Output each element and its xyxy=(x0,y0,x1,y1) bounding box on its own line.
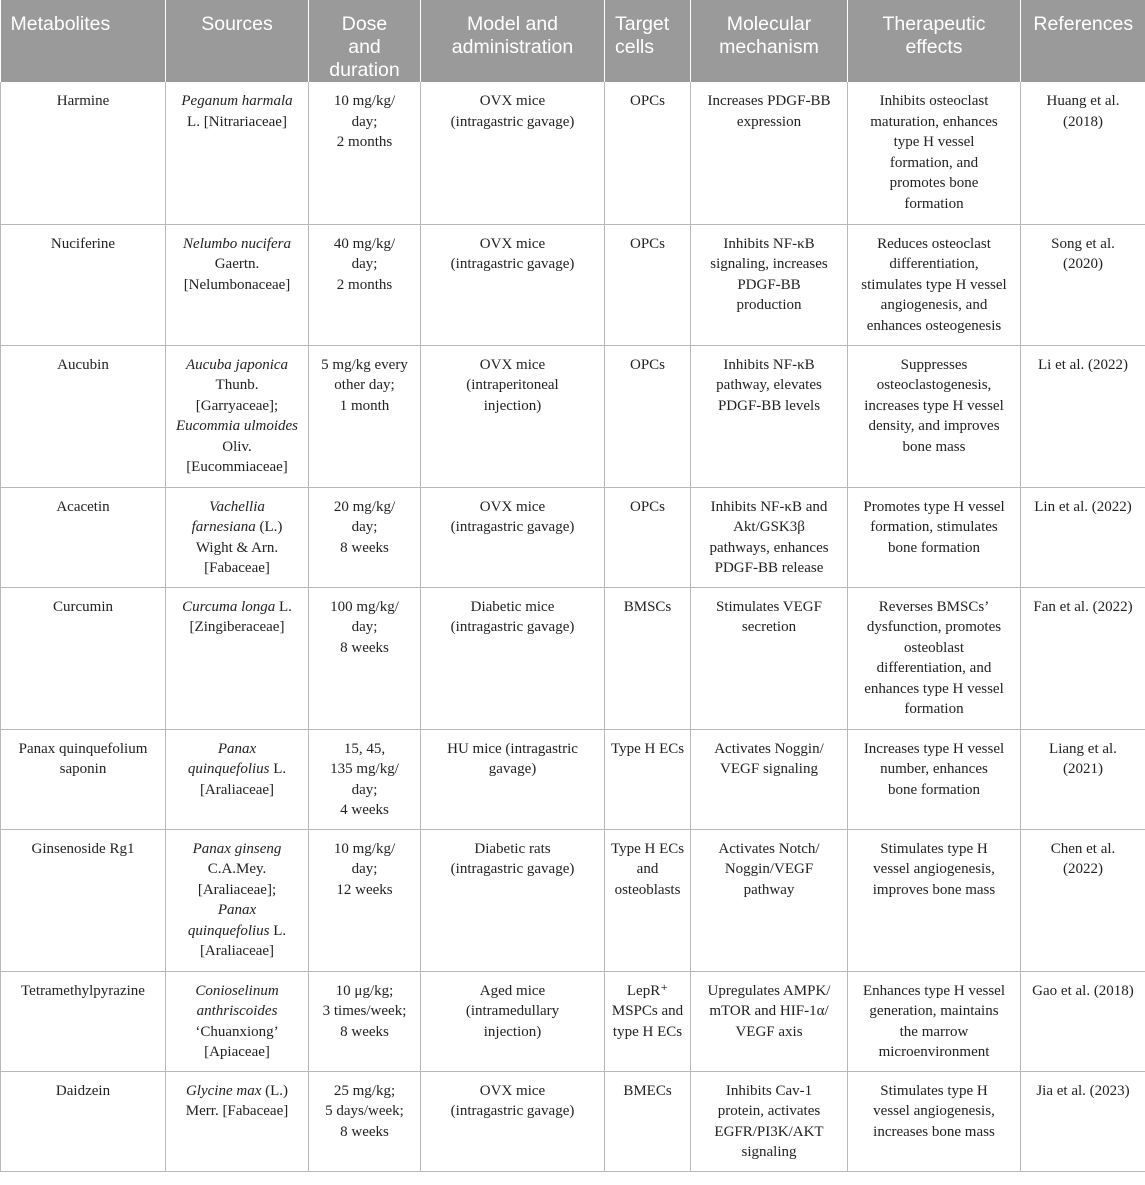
cell-target-cells-line: OPCs xyxy=(629,356,666,373)
cell-therapeutic-effects-line: type H vessel xyxy=(893,134,975,150)
cell-references-line: Liang et al. xyxy=(1049,740,1117,757)
cell-therapeutic-effects-line: microenvironment xyxy=(878,1044,990,1060)
cell-molecular-mechanism-line: EGFR/PI3K/AKT xyxy=(714,1123,824,1140)
cell-therapeutic-effects-line: enhances osteogenesis xyxy=(866,317,1002,334)
cell-metabolite xyxy=(1,487,166,587)
cell-sources-line: [Garryaceae]; xyxy=(195,397,279,414)
cell-molecular-mechanism-line: Activates Notch/ xyxy=(718,840,820,857)
cell-sources-line: [Apiaceae] xyxy=(204,1044,270,1060)
cell-molecular-mechanism-line: Upregulates AMPK/ xyxy=(707,982,831,999)
cell-therapeutic-effects-line: maturation, enhances xyxy=(870,113,998,130)
cell-molecular-mechanism xyxy=(691,82,848,224)
cell-sources xyxy=(166,829,309,971)
cell-therapeutic-effects-line: increases bone mass xyxy=(873,1123,995,1140)
cell-molecular-mechanism-line: Inhibits Cav-1 xyxy=(725,1082,813,1099)
cell-sources-line: anthriscoides xyxy=(196,1003,278,1019)
cell-model-administration-line: injection) xyxy=(483,1023,542,1040)
cell-target-cells-line: and xyxy=(636,861,659,877)
cell-target-cells-line: OPCs xyxy=(629,498,666,515)
cell-molecular-mechanism-line: Activates Noggin/ xyxy=(714,740,824,757)
cell-model-administration xyxy=(421,82,605,224)
cell-references-line: Chen et al. xyxy=(1050,840,1116,857)
cell-molecular-mechanism-line: PDGF-BB xyxy=(737,276,801,293)
cell-model-administration-line: (intraperitoneal xyxy=(466,377,559,393)
cell-metabolite-line: Harmine xyxy=(56,93,110,109)
cell-sources-line: Panax ginseng xyxy=(192,840,282,857)
cell-references xyxy=(1021,587,1145,729)
cell-therapeutic-effects-line: increases type H vessel xyxy=(864,397,1004,414)
cell-dose-duration xyxy=(309,82,421,224)
cell-sources-line: farnesiana (L.) xyxy=(191,519,283,535)
cell-molecular-mechanism-line: Akt/GSK3β xyxy=(733,519,805,535)
cell-therapeutic-effects-line: number, enhances xyxy=(880,761,988,777)
cell-therapeutic-effects-line: Inhibits osteoclast xyxy=(879,93,989,109)
table-row xyxy=(1,224,1145,345)
cell-sources xyxy=(166,971,309,1071)
cell-molecular-mechanism-line: Inhibits NF-κB xyxy=(723,235,815,252)
cell-molecular-mechanism-line: signaling, increases xyxy=(710,256,828,272)
cell-sources-line: Glycine max (L.) xyxy=(185,1082,289,1099)
cell-target-cells-line: OPCs xyxy=(629,235,666,252)
cell-references xyxy=(1021,729,1145,829)
cell-sources-line: [Zingiberaceae] xyxy=(189,619,285,635)
cell-dose-duration-line: 15, 45, xyxy=(343,740,386,757)
cell-sources-line: Thunb. xyxy=(215,377,259,393)
cell-molecular-mechanism-line: Noggin/VEGF xyxy=(724,861,814,877)
cell-sources-line: Eucommia ulmoides xyxy=(175,418,299,434)
cell-sources-line: [Araliaceae] xyxy=(199,781,275,798)
cell-therapeutic-effects-line: stimulates type H vessel xyxy=(861,276,1007,293)
cell-molecular-mechanism-line: VEGF signaling xyxy=(720,761,818,777)
cell-sources-line: Conioselinum xyxy=(195,982,279,999)
cell-references xyxy=(1021,971,1145,1071)
cell-metabolite xyxy=(1,729,166,829)
cell-dose-duration-line: 10 mg/kg/ xyxy=(333,840,396,857)
cell-dose-duration-line: day; xyxy=(351,519,378,535)
cell-molecular-mechanism-line: signaling xyxy=(741,1144,797,1160)
cell-sources-line: [Nelumbonaceae] xyxy=(183,276,291,293)
cell-molecular-mechanism-line: expression xyxy=(736,113,802,130)
cell-therapeutic-effects-line: Promotes type H vessel xyxy=(863,498,1005,515)
cell-sources-line: Aucuba japonica xyxy=(185,356,289,373)
cell-target-cells xyxy=(605,729,691,829)
cell-target-cells xyxy=(605,587,691,729)
cell-model-administration-line: (intragastric gavage) xyxy=(450,256,575,272)
cell-molecular-mechanism xyxy=(691,224,848,345)
cell-target-cells-line: OPCs xyxy=(629,93,666,109)
cell-dose-duration-line: 20 mg/kg/ xyxy=(333,498,396,515)
cell-target-cells xyxy=(605,224,691,345)
cell-sources-line: ‘Chuanxiong’ xyxy=(195,1023,279,1040)
cell-therapeutic-effects xyxy=(848,224,1021,345)
cell-model-administration-line: OVX mice xyxy=(479,93,546,109)
table-row xyxy=(1,587,1145,729)
cell-therapeutic-effects-line: Stimulates type H xyxy=(880,840,988,857)
cell-model-administration xyxy=(421,587,605,729)
cell-model-administration-line: Diabetic mice xyxy=(470,598,555,615)
cell-molecular-mechanism-line: protein, activates xyxy=(717,1103,821,1119)
cell-molecular-mechanism-line: PDGF-BB levels xyxy=(717,397,821,414)
cell-model-administration-line: Aged mice xyxy=(479,982,546,999)
cell-therapeutic-effects-line: promotes bone xyxy=(889,175,979,191)
cell-sources xyxy=(166,224,309,345)
cell-therapeutic-effects xyxy=(848,729,1021,829)
cell-references-line: Huang et al. xyxy=(1046,93,1120,109)
cell-metabolite xyxy=(1,82,166,224)
cell-therapeutic-effects-line: enhances type H vessel xyxy=(864,680,1004,697)
cell-therapeutic-effects-line: differentiation, xyxy=(889,256,979,272)
cell-model-administration-line: (intragastric gavage) xyxy=(450,619,575,635)
cell-model-administration-line: (intragastric gavage) xyxy=(450,113,575,130)
cell-sources-line: Panax xyxy=(217,902,257,918)
cell-references-line: Song et al. xyxy=(1051,235,1115,252)
cell-molecular-mechanism xyxy=(691,1071,848,1171)
cell-target-cells-line: type H ECs xyxy=(612,1023,683,1040)
cell-references-line: (2021) xyxy=(1063,761,1103,777)
cell-metabolite-line: Curcumin xyxy=(53,598,113,615)
cell-model-administration xyxy=(421,224,605,345)
cell-therapeutic-effects-line: Suppresses xyxy=(900,356,968,373)
cell-model-administration-line: OVX mice xyxy=(479,498,546,515)
cell-molecular-mechanism-line: Stimulates VEGF xyxy=(716,598,822,615)
cell-dose-duration xyxy=(309,829,421,971)
table-row xyxy=(1,1071,1145,1171)
cell-model-administration-line: HU mice (intragastric xyxy=(447,740,578,757)
cell-therapeutic-effects-line: vessel angiogenesis, xyxy=(873,861,995,877)
cell-therapeutic-effects-line: formation xyxy=(904,195,964,212)
cell-sources-line: Merr. [Fabaceae] xyxy=(185,1103,289,1119)
cell-therapeutic-effects-line: Reverses BMSCs’ xyxy=(878,598,990,615)
header-metabolites: Metabolites xyxy=(1,0,166,82)
cell-sources-line: [Araliaceae] xyxy=(199,943,275,959)
cell-dose-duration-line: 3 times/week; xyxy=(322,1003,407,1019)
cell-model-administration xyxy=(421,729,605,829)
cell-dose-duration-line: 2 months xyxy=(336,276,393,293)
cell-sources-line: C.A.Mey. xyxy=(207,861,267,877)
cell-therapeutic-effects-line: bone formation xyxy=(887,781,981,798)
cell-model-administration xyxy=(421,487,605,587)
header-molecular-mechanism: Molecular mechanism xyxy=(691,0,848,82)
cell-therapeutic-effects xyxy=(848,587,1021,729)
cell-sources-line: L. [Nitrariaceae] xyxy=(187,113,287,130)
cell-therapeutic-effects-line: vessel angiogenesis, xyxy=(873,1103,995,1119)
table-body xyxy=(1,82,1145,1171)
cell-sources xyxy=(166,1071,309,1171)
cell-molecular-mechanism-line: mTOR and HIF-1α/ xyxy=(709,1003,829,1019)
header-therapeutic-effects: Therapeutic effects xyxy=(848,0,1021,82)
cell-metabolite-line: saponin xyxy=(59,761,107,777)
cell-therapeutic-effects xyxy=(848,971,1021,1071)
cell-model-administration-line: injection) xyxy=(483,397,542,414)
cell-sources-line: quinquefolius L. xyxy=(187,761,287,777)
cell-therapeutic-effects-line: formation xyxy=(904,701,964,717)
cell-metabolite-line: Aucubin xyxy=(57,356,109,373)
cell-references xyxy=(1021,82,1145,224)
cell-sources-line: Peganum harmala xyxy=(181,93,293,109)
table-row xyxy=(1,971,1145,1071)
cell-dose-duration-line: day; xyxy=(351,861,378,877)
cell-metabolite-line: Panax quinquefolium xyxy=(18,740,148,757)
cell-dose-duration-line: 25 mg/kg; xyxy=(333,1082,396,1099)
cell-metabolite xyxy=(1,1071,166,1171)
table-row xyxy=(1,82,1145,224)
cell-therapeutic-effects-line: formation, and xyxy=(889,154,979,171)
cell-metabolite-line: Ginsenoside Rg1 xyxy=(31,840,135,857)
cell-sources-line: Vachellia xyxy=(209,498,265,515)
cell-therapeutic-effects xyxy=(848,829,1021,971)
cell-metabolite-line: Tetramethylpyrazine xyxy=(21,982,145,999)
cell-therapeutic-effects xyxy=(848,487,1021,587)
cell-therapeutic-effects-line: dysfunction, promotes xyxy=(866,619,1002,635)
cell-target-cells xyxy=(605,82,691,224)
cell-references-line: Jia et al. (2023) xyxy=(1036,1082,1130,1099)
cell-target-cells xyxy=(605,1071,691,1171)
cell-molecular-mechanism xyxy=(691,729,848,829)
cell-dose-duration xyxy=(309,729,421,829)
cell-sources xyxy=(166,729,309,829)
cell-target-cells-line: Type H ECs xyxy=(611,740,685,757)
cell-metabolite xyxy=(1,587,166,729)
cell-molecular-mechanism-line: pathway xyxy=(743,881,795,898)
header-row xyxy=(1,0,1145,82)
cell-therapeutic-effects-line: generation, maintains xyxy=(869,1003,999,1019)
cell-target-cells xyxy=(605,345,691,487)
cell-dose-duration-line: day; xyxy=(351,781,378,798)
cell-molecular-mechanism-line: PDGF-BB release xyxy=(714,560,824,576)
cell-molecular-mechanism-line: Inhibits NF-κB xyxy=(723,356,815,373)
cell-target-cells-line: LepR⁺ xyxy=(626,982,669,999)
cell-target-cells-line: Type H ECs xyxy=(611,840,685,857)
cell-metabolite xyxy=(1,829,166,971)
cell-references-line: (2022) xyxy=(1063,861,1103,877)
cell-molecular-mechanism xyxy=(691,829,848,971)
cell-sources-line: Oliv. xyxy=(222,438,252,455)
cell-molecular-mechanism-line: production xyxy=(736,297,802,313)
cell-therapeutic-effects xyxy=(848,345,1021,487)
cell-references-line: Gao et al. (2018) xyxy=(1032,982,1134,999)
cell-dose-duration-line: 2 months xyxy=(336,134,393,150)
cell-dose-duration-line: 8 weeks xyxy=(340,539,389,556)
cell-dose-duration-line: 40 mg/kg/ xyxy=(333,235,396,252)
cell-therapeutic-effects-line: Enhances type H vessel xyxy=(862,982,1006,999)
cell-therapeutic-effects-line: Stimulates type H xyxy=(880,1082,988,1099)
cell-sources xyxy=(166,487,309,587)
cell-dose-duration-line: 8 weeks xyxy=(340,639,389,656)
cell-dose-duration-line: 12 weeks xyxy=(336,881,393,898)
cell-molecular-mechanism xyxy=(691,487,848,587)
cell-model-administration xyxy=(421,345,605,487)
cell-model-administration-line: (intragastric gavage) xyxy=(450,1103,575,1119)
cell-target-cells xyxy=(605,971,691,1071)
table-row xyxy=(1,487,1145,587)
cell-therapeutic-effects-line: angiogenesis, and xyxy=(880,297,988,313)
cell-therapeutic-effects-line: the marrow xyxy=(899,1023,969,1040)
cell-sources-line: Curcuma longa L. xyxy=(182,598,292,615)
cell-therapeutic-effects-line: osteoblast xyxy=(904,639,964,656)
cell-references-line: Li et al. (2022) xyxy=(1038,356,1128,373)
cell-metabolite-line: Nuciferine xyxy=(50,235,116,252)
cell-model-administration-line: Diabetic rats xyxy=(474,840,551,857)
header-references: References xyxy=(1021,0,1145,82)
table-row xyxy=(1,345,1145,487)
cell-dose-duration-line: other day; xyxy=(334,377,395,393)
cell-therapeutic-effects-line: Increases type H vessel xyxy=(863,740,1005,757)
cell-references xyxy=(1021,829,1145,971)
cell-metabolite-line: Daidzein xyxy=(55,1082,111,1099)
cell-dose-duration-line: day; xyxy=(351,619,378,635)
cell-dose-duration xyxy=(309,345,421,487)
cell-target-cells-line: MSPCs and xyxy=(611,1003,684,1019)
cell-molecular-mechanism xyxy=(691,345,848,487)
cell-therapeutic-effects-line: formation, stimulates xyxy=(870,519,998,535)
cell-molecular-mechanism xyxy=(691,587,848,729)
cell-target-cells-line: BMSCs xyxy=(623,598,672,615)
cell-sources-line: Nelumbo nucifera xyxy=(183,235,291,252)
table-row xyxy=(1,829,1145,971)
cell-references xyxy=(1021,345,1145,487)
cell-dose-duration-line: 10 μg/kg; xyxy=(335,982,394,999)
header-target-cells: Target cells xyxy=(605,0,691,82)
header-dose-duration: Dose and duration xyxy=(309,0,421,82)
cell-metabolite xyxy=(1,224,166,345)
cell-references-line: (2018) xyxy=(1063,113,1103,130)
cell-molecular-mechanism-line: Increases PDGF-BB xyxy=(707,93,831,109)
cell-dose-duration-line: 5 mg/kg every xyxy=(321,356,408,373)
cell-model-administration-line: (intragastric gavage) xyxy=(450,519,575,535)
cell-target-cells xyxy=(605,487,691,587)
cell-target-cells xyxy=(605,829,691,971)
cell-model-administration-line: OVX mice xyxy=(479,235,546,252)
cell-molecular-mechanism-line: Inhibits NF-κB and xyxy=(710,498,828,515)
cell-molecular-mechanism-line: VEGF axis xyxy=(735,1023,803,1040)
cell-therapeutic-effects xyxy=(848,82,1021,224)
cell-references-line: Fan et al. (2022) xyxy=(1033,598,1133,615)
cell-model-administration xyxy=(421,971,605,1071)
cell-molecular-mechanism xyxy=(691,971,848,1071)
cell-sources xyxy=(166,345,309,487)
cell-therapeutic-effects-line: differentiation, and xyxy=(876,660,992,676)
cell-dose-duration-line: 5 days/week; xyxy=(325,1103,404,1119)
cell-sources-line: Gaertn. xyxy=(214,256,260,272)
cell-references-line: Lin et al. (2022) xyxy=(1034,498,1132,515)
cell-model-administration xyxy=(421,829,605,971)
cell-sources-line: quinquefolius L. xyxy=(187,922,287,939)
cell-dose-duration-line: day; xyxy=(351,256,378,272)
cell-therapeutic-effects xyxy=(848,1071,1021,1171)
cell-sources-line: [Fabaceae] xyxy=(204,560,270,576)
cell-dose-duration-line: 135 mg/kg/ xyxy=(330,761,399,777)
cell-target-cells-line: osteoblasts xyxy=(614,881,681,898)
cell-dose-duration-line: 4 weeks xyxy=(340,802,389,818)
cell-dose-duration-line: 10 mg/kg/ xyxy=(333,93,396,109)
cell-therapeutic-effects-line: density, and improves xyxy=(868,418,1000,434)
cell-therapeutic-effects-line: Reduces osteoclast xyxy=(877,235,991,252)
header-model-administration: Model and administration xyxy=(421,0,605,82)
cell-references-line: (2020) xyxy=(1063,256,1103,272)
cell-dose-duration-line: day; xyxy=(351,113,378,130)
table-row xyxy=(1,729,1145,829)
cell-dose-duration xyxy=(309,224,421,345)
cell-therapeutic-effects-line: bone formation xyxy=(887,539,981,556)
cell-sources xyxy=(166,82,309,224)
header-sources: Sources xyxy=(166,0,309,82)
table-header xyxy=(1,0,1145,82)
cell-molecular-mechanism-line: pathway, elevates xyxy=(716,377,822,393)
cell-sources-line: [Araliaceae]; xyxy=(197,881,277,898)
cell-dose-duration xyxy=(309,1071,421,1171)
cell-dose-duration-line: 100 mg/kg/ xyxy=(330,598,399,615)
cell-therapeutic-effects-line: osteoclastogenesis, xyxy=(876,377,992,393)
cell-references xyxy=(1021,1071,1145,1171)
cell-dose-duration xyxy=(309,587,421,729)
cell-sources xyxy=(166,587,309,729)
cell-model-administration-line: (intramedullary xyxy=(465,1003,560,1019)
cell-model-administration-line: (intragastric gavage) xyxy=(450,861,575,877)
cell-model-administration-line: OVX mice xyxy=(479,1082,546,1099)
cell-dose-duration-line: 8 weeks xyxy=(340,1023,389,1040)
cell-sources-line: Wight & Arn. xyxy=(195,539,279,556)
cell-therapeutic-effects-line: bone mass xyxy=(902,438,966,455)
cell-metabolite-line: Acacetin xyxy=(56,498,110,515)
cell-metabolite xyxy=(1,345,166,487)
cell-dose-duration-line: 1 month xyxy=(339,397,390,414)
cell-model-administration-line: gavage) xyxy=(488,761,537,777)
cell-references xyxy=(1021,224,1145,345)
cell-references xyxy=(1021,487,1145,587)
cell-sources-line: [Eucommiaceae] xyxy=(186,459,288,475)
cell-molecular-mechanism-line: pathways, enhances xyxy=(709,539,829,556)
cell-model-administration-line: OVX mice xyxy=(479,356,546,373)
cell-dose-duration xyxy=(309,971,421,1071)
cell-therapeutic-effects-line: improves bone mass xyxy=(872,881,996,898)
cell-model-administration xyxy=(421,1071,605,1171)
cell-metabolite xyxy=(1,971,166,1071)
cell-dose-duration-line: 8 weeks xyxy=(340,1123,389,1140)
cell-dose-duration xyxy=(309,487,421,587)
cell-molecular-mechanism-line: secretion xyxy=(741,619,797,635)
cell-sources-line: Panax xyxy=(217,740,257,757)
cell-target-cells-line: BMECs xyxy=(623,1082,672,1099)
